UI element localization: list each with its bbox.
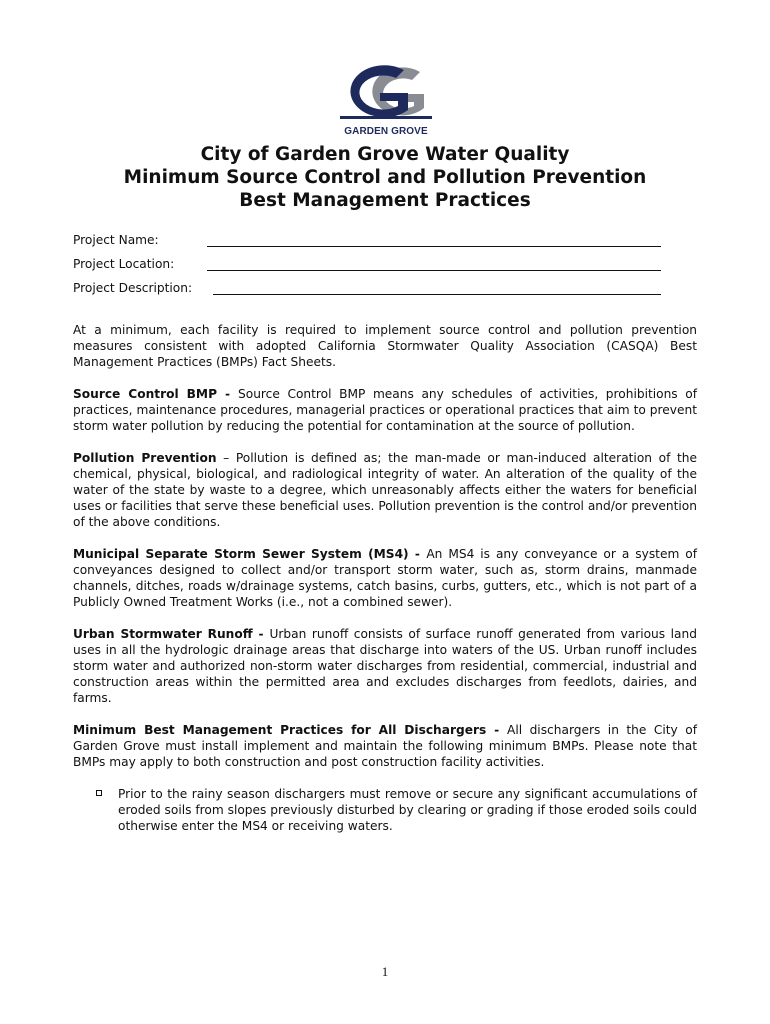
term-heading: Minimum Best Management Practices for All Dischargers - [73, 723, 507, 737]
bmp-list [73, 786, 697, 834]
document-title [40, 143, 730, 212]
checkbox-bullet-icon [96, 790, 102, 796]
field-label: Project Name: [73, 233, 159, 247]
term-heading: Pollution Prevention [73, 451, 217, 465]
definition-text: An MS4 is any conveyance or a system of conveyances designed to collect and/or transport storm water, such as, storm drains, manmade channels, ditches, roads w/drainage systems, catch basins, curbs, gutters, etc., which is not part of a Publicly Owned Treatment Works (i.e., not a combined sewer). [73, 547, 698, 609]
definition-text: All dischargers in the City of Garden Grove must install implement and maintain the following minimum BMPs. Please note that BMPs may apply to both construction and post construction facility activities. [73, 723, 697, 769]
fill-in-line[interactable] [207, 246, 661, 247]
term-heading: Municipal Separate Storm Sewer System (MS4) - [73, 547, 427, 561]
document-body [73, 322, 697, 834]
garden-grove-logo [336, 64, 436, 140]
gg-logo-icon [336, 64, 436, 126]
pollution-prevention-paragraph [73, 450, 697, 530]
ms4-paragraph [73, 546, 697, 610]
field-label: Project Description: [73, 281, 193, 295]
title-line: Minimum Source Control and Pollution Prevention [123, 167, 647, 188]
minimum-bmps-paragraph [73, 722, 697, 770]
term-heading: Urban Stormwater Runoff - [73, 627, 270, 641]
urban-runoff-paragraph [73, 626, 697, 706]
project-location-field[interactable] [73, 257, 673, 281]
list-item [73, 786, 697, 834]
definition-text: Source Control BMP means any schedules of activities, prohibitions of practices, maintenance procedures, managerial practices or operational practices that aim to prevent storm water pollution by reducing the potential for contamination at the source of pollution. [73, 387, 698, 433]
term-heading: Source Control BMP - [73, 387, 238, 401]
intro-paragraph: At a minimum, each facility is required to implement source control and pollution prevention measures consistent with adopted California Stormwater Quality Association (CASQA) Best Management Practices (BMPs) Fact Sheets. [73, 323, 697, 369]
definition-text: – Pollution is defined as; the man-made or man-induced alteration of the chemical, physical, biological, and radiological integrity of water. An alteration of the quality of the water of the state by waste to a degree, which unreasonably affects either the waters for beneficial uses or facilities that serve these beneficial uses. Pollution prevention is the control and/or prevention of the above conditions. [73, 451, 697, 529]
title-line: City of Garden Grove Water Quality [200, 144, 570, 165]
page-number: 1 [381, 964, 389, 979]
project-fields [73, 233, 673, 305]
source-control-paragraph [73, 386, 697, 434]
logo-wordmark: GARDEN GROVE [344, 126, 428, 137]
field-label: Project Location: [73, 257, 175, 271]
definition-text: Urban runoff consists of surface runoff generated from various land uses in all the hydrologic drainage areas that discharge into waters of the US. Urban runoff includes storm water and authorized non-storm water discharges from residential, commercial, industrial and construction areas within the permitted area and excludes discharges from feedlots, dairies, and farms. [73, 627, 697, 705]
title-line: Best Management Practices [239, 190, 531, 211]
fill-in-line[interactable] [207, 270, 661, 271]
fill-in-line[interactable] [213, 294, 661, 295]
project-name-field[interactable] [73, 233, 673, 257]
list-item-text: Prior to the rainy season dischargers must remove or secure any significant accumulations of eroded soils from slopes previously disturbed by clearing or grading if those eroded soils could otherwise enter the MS4 or receiving waters. [118, 787, 697, 833]
project-description-field[interactable] [73, 281, 673, 305]
